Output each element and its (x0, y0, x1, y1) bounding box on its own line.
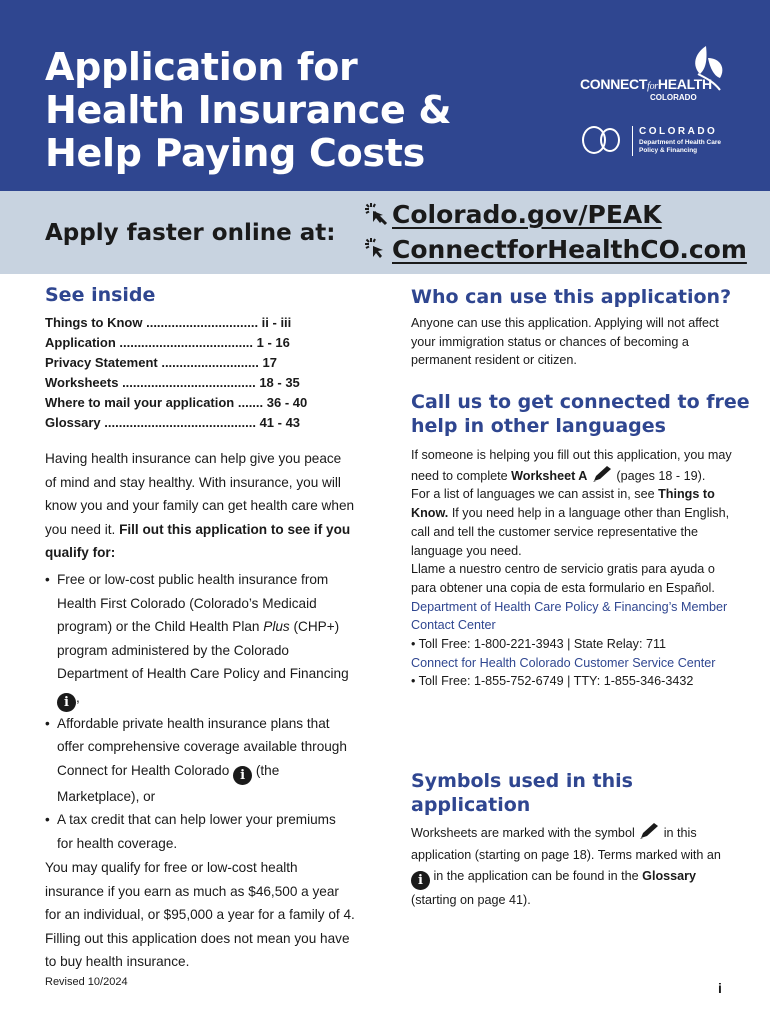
peak-url-link[interactable]: Colorado.gov/PEAK (364, 200, 662, 229)
pencil-icon (638, 822, 660, 840)
title-line-2: Health Insurance & (45, 88, 452, 132)
intro-paragraph: Having health insurance can help give you peace of mind and stay healthy. With insurance, you will know you and your family can get health care when you need it. Fill out this application to see if you qualify for: (45, 451, 355, 560)
info-icon[interactable]: i (233, 766, 252, 785)
call-heading: Call us to get connected to free help in other languages (411, 391, 750, 437)
hcpf-contact-link[interactable]: Department of Health Care Policy & Financing’s Member Contact Center (411, 599, 728, 633)
hcpf-phone: • Toll Free: 1-800-221-3943 | State Relay: 711 (411, 637, 667, 652)
logo-for-text: for (647, 81, 658, 92)
title-line-3: Help Paying Costs (45, 131, 425, 175)
c4h-contact-link[interactable]: Connect for Health Colorado Customer Service Center (411, 655, 716, 670)
toc-item: Privacy Statement ........................... 17 (45, 355, 277, 370)
logo-health-text: HEALTH (657, 76, 712, 92)
toc-item: Things to Know ............................... ii - iii (45, 315, 292, 330)
languages-paragraph: For a list of languages we can assist in, see Things to Know. If you need help in a language other than English, call and tell the customer service representative the language you need. (411, 487, 730, 558)
logo-connect-text: CONNECT (580, 76, 648, 92)
info-icon[interactable]: i (57, 693, 76, 712)
call-body (411, 446, 741, 691)
toc-item: Application ..................................... 1 - 16 (45, 335, 290, 350)
toc-item: Glossary .......................................... 41 - 43 (45, 415, 301, 430)
logo2-state-text: COLORADO (639, 126, 718, 137)
connectforhealth-url-link[interactable]: ConnectforHealthCO.com (364, 235, 747, 264)
table-of-contents (45, 313, 345, 433)
c4h-phone: • Toll Free: 1-855-752-6749 | TTY: 1-855-346-3432 (411, 674, 694, 689)
revised-date: Revised 10/2024 (45, 976, 128, 988)
toc-item: Where to mail your application ....... 36 - 40 (45, 395, 308, 410)
who-heading: Who can use this application? (411, 286, 732, 308)
cursor-click-icon (364, 237, 388, 261)
worksheet-paragraph: If someone is helping you fill out this application, you may need to complete Worksheet A (pages 18 - 19). (411, 448, 732, 483)
toc-item: Worksheets ..................................... 18 - 35 (45, 375, 300, 390)
logo2-dept-text: Department of Health Care Policy & Financing (639, 139, 721, 154)
list-item: • Free or low-cost public health insurance from Health First Colorado (Colorado’s Medicaid program) or the Child Health Plan Plus (CHP+) program administered by the Colorado Department of Health Care Policy and Financing i , (45, 568, 355, 712)
who-text: Anyone can use this application. Applying will not affect your immigration status or chances of becoming a permanent resident or citizen. (411, 316, 719, 368)
co-seal-icon-2 (600, 128, 620, 152)
see-inside-heading: See inside (45, 284, 156, 306)
apply-label: Apply faster online at: (45, 220, 336, 246)
page-title (45, 46, 451, 175)
page-number: i (718, 980, 722, 996)
title-line-1: Application for (45, 45, 358, 89)
pencil-icon (591, 465, 613, 483)
cursor-click-icon (364, 202, 388, 226)
qualify-list (45, 568, 355, 855)
colorado-hcpf-logo (580, 124, 740, 160)
list-item: • A tax credit that can help lower your premiums for health coverage. (45, 808, 355, 855)
qualify-paragraph: You may qualify for free or low-cost health insurance if you earn as much as $46,500 a year for an individual, or $95,000 a year for a family of 4. Filling out this application does not mean you have to buy health insurance. (45, 860, 355, 969)
logo-colorado-text: COLORADO (650, 93, 697, 102)
list-item: • Affordable private health insurance plans that offer comprehensive coverage available through Connect for Health Colorado i (the Marketplace), or (45, 712, 355, 809)
spanish-paragraph: Llame a nuestro centro de servicio gratis para ayuda o para obtener una copia de esta formulario en Español. (411, 562, 715, 595)
symbols-heading: Symbols used in this application (411, 770, 633, 816)
symbols-text: Worksheets are marked with the symbol in this application (starting on page 18). Terms marked with an i in the application can be found in the Glossary (starting on page 41). (411, 822, 741, 912)
connect-for-health-logo (580, 44, 730, 104)
info-icon: i (411, 871, 430, 890)
header-banner (0, 0, 770, 191)
